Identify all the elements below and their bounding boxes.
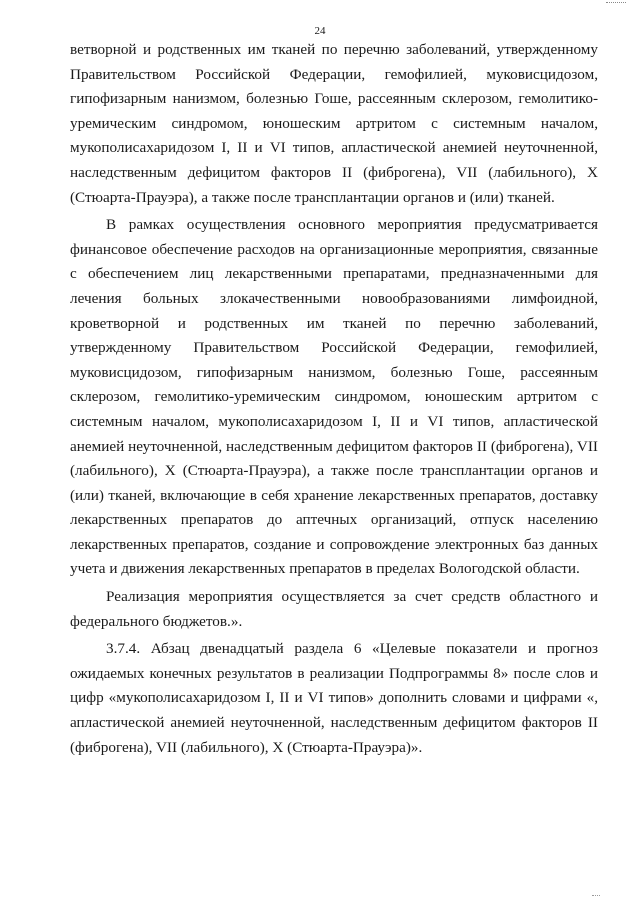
paragraph-continuation: ветворной и родственных им тканей по перечню заболеваний, утвержденному Правительством Российской Федерации, гемофилией, муковисцидозом, гипофизарным нанизмом, болезнью Гоше, рассеянным склерозом, гемолитико-уремическим синдромом, юношеским артритом с системным началом, мукополисахаридозом I, II и VI типов, апластической анемией неуточненной, наследственным дефицитом факторов II (фиброгена), VII (лабильного), X (Стюарта-Прауэра), а также после трансплантации органов и (или) тканей. bbox=[70, 41, 598, 206]
scan-mark-bottom bbox=[592, 895, 600, 899]
body-text bbox=[70, 38, 598, 763]
paragraph-funding: Реализация мероприятия осуществляется за счет средств областного и федерального бюджетов.». bbox=[70, 588, 598, 630]
paragraph-amendment-3-7-4: 3.7.4. Абзац двенадцатый раздела 6 «Целевые показатели и прогноз ожидаемых конечных результатов в реализации Подпрограммы 8» после слов и цифр «мукополисахаридозом I, II и VI типов» дополнить словами и цифрами «, апластической анемией неуточненной, наследственным дефицитом факторов II (фиброгена), VII (лабильного), X (Стюарта-Прауэра)». bbox=[70, 640, 598, 756]
page-number: 24 bbox=[314, 25, 326, 37]
scan-mark bbox=[606, 2, 626, 7]
paragraph-main-activity: В рамках осуществления основного мероприятия предусматривается финансовое обеспечение расходов на организационные мероприятия, связанные с обеспечением лиц лекарственными препаратами, предназначенными для лечения больных злокачественными новообразованиями лимфоидной, кроветворной и родственных им тканей по перечню заболеваний, утвержденному Правительством Российской Федерации, гемофилией, муковисцидозом, гипофизарным нанизмом, болезнью Гоше, рассеянным склерозом, гемолитико-уремическим синдромом, юношеским артритом с системным началом, мукополисахаридозом I, II и VI типов, апластической анемией неуточненной, наследственным дефицитом факторов II (фиброгена), VII (лабильного), X (Стюарта-Прауэра), а также после трансплантации органов и (или) тканей, включающие в себя хранение лекарственных препаратов, доставку лекарственных препаратов до аптечных организаций, отпуск населению лекарственных препаратов, создание и сопровождение электронных баз данных учета и движения лекарственных препаратов в пределах Вологодской области. bbox=[70, 216, 598, 578]
